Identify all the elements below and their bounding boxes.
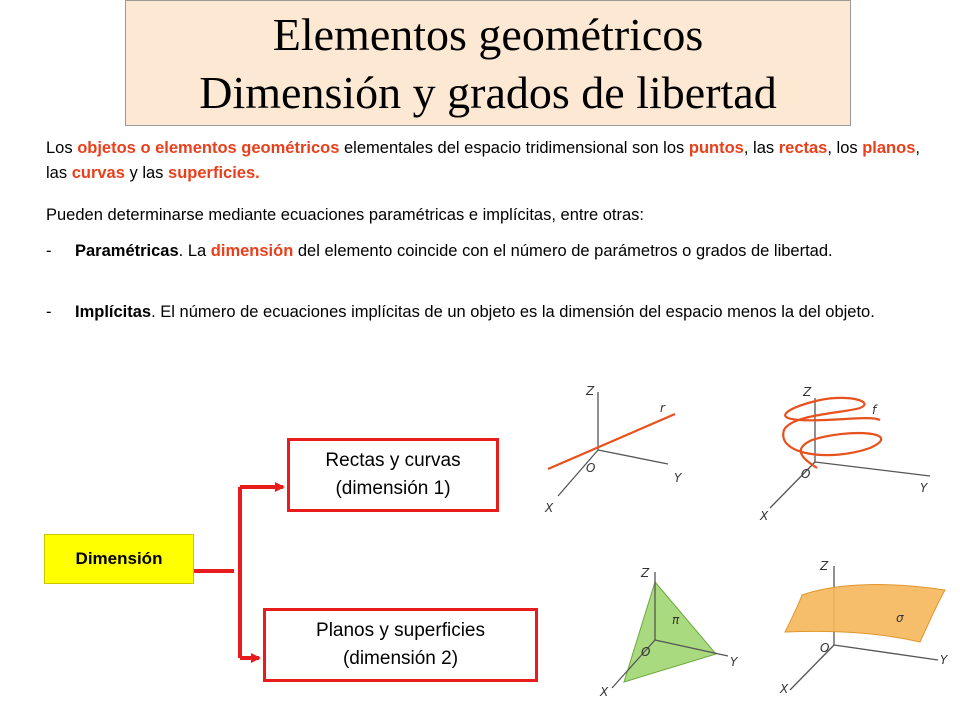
x-label: X — [780, 682, 789, 696]
intro-text: , los — [827, 139, 863, 157]
term-rectas: rectas — [778, 139, 828, 157]
term-planos: planos — [862, 139, 916, 157]
bullet-head: Implícitas — [75, 303, 152, 321]
dimension-root-box: Dimensión — [44, 534, 194, 584]
origin-label: O — [820, 641, 830, 655]
methods-paragraph: Pueden determinarse mediante ecuaciones paramétricas e implícitas, entre otras: — [46, 206, 644, 224]
plane-label: π — [672, 613, 680, 627]
z-label: Z — [820, 559, 829, 573]
z-label: Z — [641, 566, 650, 580]
box-dimension-1 — [287, 438, 499, 512]
line-r — [548, 414, 675, 469]
x-label: X — [600, 685, 609, 699]
y-label: Y — [940, 653, 948, 667]
term-puntos: puntos — [688, 139, 744, 157]
z-label: Z — [586, 384, 595, 398]
origin-label: O — [586, 461, 596, 475]
x-label: X — [760, 509, 769, 523]
curve-label: f — [872, 403, 877, 417]
intro-text: , las — [46, 139, 920, 182]
surface-label: σ — [896, 611, 904, 625]
box1-line1: Rectas y curvas — [325, 450, 461, 471]
origin-label: O — [641, 645, 651, 659]
bullet-part: . La — [178, 242, 211, 260]
figure-line — [544, 384, 683, 515]
figure-plane — [599, 566, 739, 699]
intro-text: elementales del espacio tridimensional son los — [339, 139, 689, 157]
y-label: Y — [730, 655, 738, 669]
bullet-part: del elemento coincide con el número de parámetros o grados de libertad. — [293, 242, 833, 260]
bullet-dash: - — [46, 303, 52, 321]
figure-curve — [759, 385, 930, 523]
title-line-1: Elementos geométricos — [272, 9, 704, 60]
z-label: Z — [803, 385, 812, 399]
term-superficies: superficies. — [168, 164, 260, 182]
bullet-head: Paramétricas — [75, 242, 179, 260]
figure-surface — [779, 559, 949, 696]
term-curvas: curvas — [71, 164, 125, 182]
x-label: X — [545, 501, 554, 515]
plane-pi — [624, 582, 716, 682]
box1-line2: (dimensión 1) — [335, 478, 451, 499]
box-dimension-2 — [263, 608, 538, 682]
y-axis — [598, 450, 668, 464]
intro-text: , las — [743, 139, 779, 157]
box2-line1: Planos y superficies — [316, 620, 485, 641]
y-label: Y — [674, 471, 682, 485]
curve-label: r — [660, 401, 665, 415]
origin-label: O — [801, 467, 811, 481]
y-axis — [834, 645, 938, 660]
title-line-2: Dimensión y grados de libertad — [199, 67, 777, 118]
bullet-dash: - — [46, 242, 52, 260]
box2-line2: (dimensión 2) — [342, 648, 459, 669]
term-dimension: dimensión — [210, 242, 294, 260]
y-axis — [815, 462, 930, 476]
surface-sigma — [785, 585, 945, 642]
y-label: Y — [920, 481, 928, 495]
term-objetos: objetos o elementos geométricos — [77, 139, 340, 157]
curve-f — [783, 398, 881, 468]
bullet-part: . El número de ecuaciones implícitas de un objeto es la dimensión del espacio menos la del objeto. — [151, 303, 875, 321]
intro-text: Los — [46, 139, 78, 157]
intro-text: y las — [124, 164, 169, 182]
